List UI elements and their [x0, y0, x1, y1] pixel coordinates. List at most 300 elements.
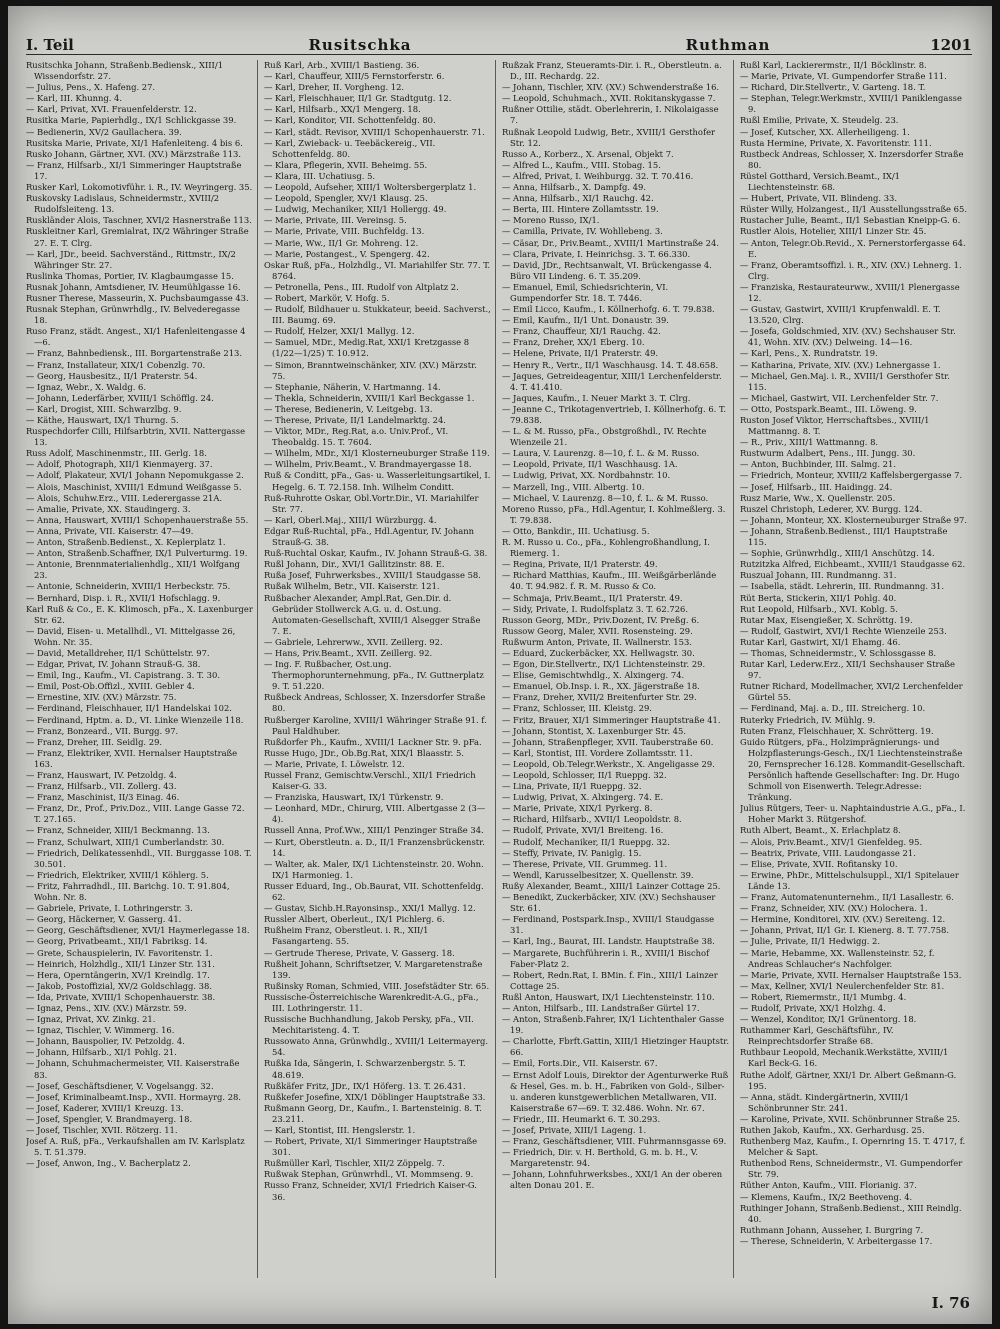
directory-entry: — Edgar, Privat, IV. Johann Strauß-G. 38. [26, 659, 201, 670]
directory-entry: — Ing. F. Rußbacher, Ost.ung. Thermophorunternehmung, pFa., IV. Guttnerplatz 9. T. 51.220. [264, 659, 484, 692]
directory-entry: — Max, Kellner, XVI/1 Neulerchenfelder Str. 81. [740, 980, 945, 991]
directory-entry: Rußy Alexander, Beamt., XIII/1 Lainzer Cottage 25. [502, 880, 721, 891]
directory-column-4 [740, 60, 972, 1278]
directory-entry: R. M. Russo u. Co., pFa., Kohlengroßhandlung, I. Riemerg. 1. [502, 537, 710, 559]
directory-entry: — Michael, Gastwirt, VII. Lerchenfelder Str. 7. [740, 392, 939, 403]
directory-entry: Ruszual Johann, III. Rundmanng. 31. [740, 570, 897, 581]
directory-entry: — Ferdinand, Fleischhauer, II/1 Handelskai 102. [26, 703, 232, 714]
directory-entry: Rußwurm Anton, Private, II. Wallnerstr. 153. [502, 636, 692, 647]
directory-entry: — Franz, Bahnbediensk., III. Borgartenstraße 213. [26, 348, 243, 359]
directory-entry: Edgar Ruß-Ruchtal, pFa., Hdl.Agentur, IV. Johann Strauß-G. 38. [264, 525, 475, 548]
directory-entry: — Leonhard, MDr., Chirurg, VIII. Albertgasse 2 (3—4). [264, 803, 486, 825]
directory-entry: — Gabriele, Private, I. Lothringerstr. 3. [26, 903, 193, 914]
directory-entry: — Benedikt, Zuckerbäcker, XIV. (XV.) Sechshauser Str. 61. [502, 892, 716, 914]
directory-entry: — Robert, Markör, V. Hofg. 5. [264, 292, 390, 303]
directory-entry: Ruso Franz, städt. Angest., XI/1 Hafenleitengasse 4—6. [26, 326, 246, 348]
directory-entry: Ruthmann Johann, Ausseher, I. Burgring 7. [740, 1224, 924, 1235]
directory-entry: — Franz, Schneider, XIII/1 Beckmanng. 13. [26, 825, 210, 836]
directory-entry: Ruthe Adolf, Gärtner, XXI/1 Dr. Albert Geßmann-G. 195. [740, 1069, 957, 1091]
directory-entry: Karl Ruß & Co., E. K. Klimosch, pFa., X. Laxenburger Str. 62. [26, 603, 253, 625]
directory-entry: — Stephanie, Näherin, V. Hartmanng. 14. [264, 381, 441, 392]
directory-entry: — Rudolf, Mechaniker, II/1 Rueppg. 32. [502, 836, 670, 847]
directory-entry: — Karl, Stontist, III. Vordere Zollamtsstr. 11. [502, 747, 693, 758]
directory-entry: — Klemens, Kaufm., IX/2 Beethoveng. 4. [740, 1191, 913, 1202]
directory-entry: — Franz, Elektriker, XVII. Hernalser Hauptstraße 163. [26, 747, 238, 769]
directory-entry: — Clara, Private, I. Heinrichsg. 3. T. 66.330. [502, 248, 691, 259]
directory-entry: — Karl, Oberl.Maj., XIII/1 Würzburgg. 4. [264, 514, 437, 525]
directory-entry: Rußkefer Josefine, XIX/1 Döblinger Hauptstraße 33. [264, 1091, 486, 1102]
directory-entry: — Johann, Tischler, XIV. (XV.) Schwenderstraße 16. [502, 82, 720, 93]
directory-entry: — Karl, städt. Revisor, XVIII/1 Schopenhauerstr. 71. [264, 126, 485, 137]
directory-entry: — Marie, Private, VIII. Buchfeldg. 13. [264, 226, 425, 237]
directory-entry: — Marie, Private, III. Vereinsg. 5. [264, 215, 407, 226]
directory-entry: — Anna, Hilfsarb., X. Dampfg. 49. [502, 182, 646, 193]
directory-entry: — Charlotte, Fbrft.Gattin, XIII/1 Hietzinger Hauptstr. 66. [502, 1036, 729, 1058]
directory-entry: Rußberger Karoline, XVIII/1 Währinger Straße 91. f. Paul Haldhuber. [264, 714, 487, 736]
directory-entry: Rutar Karl, Lederw.Erz., XII/1 Sechshauser Straße 97. [740, 659, 955, 681]
directory-entry: — Gabriele, Lehrerww., XVII. Zeillerg. 92. [264, 636, 443, 647]
directory-entry: — Leopold, Private, II/1 Waschhausg. 1A. [502, 459, 678, 470]
directory-entry: — Laura, V. Laurenzg. 8—10, f. L. & M. Russo. [502, 448, 700, 459]
directory-entry: — Wenzel, Konditor, IX/1 Grünentorg. 18. [740, 1014, 917, 1025]
directory-entry: — Josef, Hilfsarb., III. Haidingg. 24. [740, 481, 893, 492]
directory-entry: Ruskovsky Ladislaus, Schneidermstr., XVIII/2 Rudolfsleiteng. 13. [26, 193, 220, 215]
directory-entry: Ruten Franz, Fleischhauer, X. Schrötterg. 19. [740, 725, 934, 736]
directory-entry: — Josefa, Goldschmied, XIV. (XV.) Sechshauser Str. 41, Wohn. XIV. (XV.) Delweing. 14—16. [740, 326, 956, 348]
directory-entry: — Anton, Straßenb.Fahrer, IX/1 Lichtenthaler Gasse 19. [502, 1014, 725, 1036]
directory-entry: Russell Anna, Prof.Ww., XIII/1 Penzinger Straße 34. [264, 825, 484, 836]
directory-entry: Rüstel Gotthard, Versich.Beamt., IX/1 Liechtensteinstr. 68. [740, 170, 900, 193]
directory-entry: — Johann, Privat, II/1 Gr. I. Kienerg. 8. T. 77.758. [740, 925, 950, 936]
directory-entry: — Johann, Hilfsarb., XI/1 Pohlg. 21. [26, 1047, 177, 1058]
directory-entry: — Gustav, Gastwirt, XVIII/1 Krupfenwaldl. E. T. 13.520, Clrg. [740, 304, 941, 326]
directory-entry: Rußinsky Roman, Schmied, VIII. Josefstädter Str. 65. [264, 980, 490, 991]
directory-entry: — Franz, Dreher, XX/1 Eberg. 10. [502, 337, 645, 348]
directory-entry: — Ludwig, Mechaniker, XII/1 Hollergg. 49. [264, 204, 447, 215]
directory-entry: — Johann, Bauspolier, IV. Petzoldg. 4. [26, 1036, 185, 1047]
directory-entry: — Anna, Hilfsarb., XI/1 Rauchg. 42. [502, 193, 654, 204]
directory-entry: — Michael, Gen.Maj. i. R., XVIII/1 Gersthofer Str. 115. [740, 370, 950, 392]
directory-entry: Rusitschka Johann, Straßenb.Bediensk., XIII/1 Wissendorfstr. 27. [26, 60, 224, 82]
directory-entry: — Adolf, Plakateur, XVI/1 Johann Nepomukgasse 2. [26, 470, 244, 481]
directory-entry: — Wendl, Karusselbesitzer, X. Quellenstr. 39. [502, 869, 694, 880]
directory-entry: — Lina, Private, II/1 Rueppg. 32. [502, 781, 642, 792]
directory-entry: — Franz, Oberamtsoffizl. i. R., XIV. (XV.) Lehnerg. 1. Clrg. [740, 259, 962, 281]
directory-entry: Rußka Ida, Sängerin, I. Schwarzenbergstr. 5. T. 48.619. [264, 1058, 466, 1080]
directory-entry: — Kurt, Oberstleutn. a. D., II/1 Franzensbrückenstr. 14. [264, 836, 485, 858]
directory-entry: — Grete, Schauspielerin, IV. Favoritenstr. 1. [26, 947, 213, 958]
directory-entry: — Ignaz, Tischler, V. Wimmerg. 16. [26, 1025, 175, 1036]
directory-entry: — Robert, Riemermstr., II/1 Mumbg. 4. [740, 991, 907, 1002]
directory-entry: — Friedrich, Dir. v. H. Berthold, G. m. b. H., V. Margaretenstr. 94. [502, 1147, 698, 1169]
directory-entry: — Josef, Anwon, Ing., V. Bacherplatz 2. [26, 1158, 191, 1169]
directory-entry: — Therese, Private, VII. Grummeg. 11. [502, 858, 668, 869]
directory-entry: Rusitka Marie, Papierhdlg., IX/1 Schlickgasse 39. [26, 115, 237, 126]
directory-entry: Rusnak Stephan, Grünwrhdlg., IV. Belvederegasse 18. [26, 304, 240, 326]
directory-entry: Russel Franz, Gemischtw.Verschl., XII/1 Friedrich Kaiser-G. 33. [264, 770, 476, 792]
directory-entry: — Jaques, Kaufm., I. Neuer Markt 3. T. Clrg. [502, 392, 691, 403]
directory-entry: — Katharina, Private, XIV. (XV.) Lehnergasse 1. [740, 359, 941, 370]
directory-entry: Ruthammer Karl, Geschäftsführ., IV. Reinprechtsdorfer Straße 68. [740, 1025, 894, 1047]
directory-entry: Ruthenberg Maz, Kaufm., I. Opernring 15. T. 4717, f. Melcher & Sapt. [740, 1136, 966, 1158]
directory-entry: — Emanuel, Ob.Insp. i. R., XX. Jägerstraße 18. [502, 681, 700, 692]
directory-entry: — Julie, Private, II/1 Hedwigg. 2. [740, 936, 881, 947]
directory-entry: — Robert, Private, XI/1 Simmeringer Hauptstraße 301. [264, 1136, 478, 1158]
directory-entry: — Adolf, Photograph, XII/1 Kienmayerg. 37. [26, 459, 213, 470]
directory-entry: — Helene, Private, II/1 Praterstr. 49. [502, 348, 659, 359]
directory-entry: — Therese, Bedienerin, V. Leitgebg. 13. [264, 403, 433, 414]
directory-entry: Oskar Ruß, pFa., Holzhdlg., VI. Mariahilfer Str. 77. T. 8764. [264, 259, 491, 281]
directory-entry: Russow Georg, Maler, XVII. Rosensteing. 29. [502, 625, 693, 636]
directory-columns [26, 60, 972, 1278]
directory-entry: Russe Hugo, JDr., Ob.Bg.Rat, XIX/1 Blaasstr. 5. [264, 747, 464, 758]
directory-entry: — Josef, Kaderer, XVIII/1 Kreuzg. 13. [26, 1102, 184, 1113]
directory-entry: — Jaques, Getreideagentur, XIII/1 Lerchenfelderstr. 4. T. 41.410. [502, 370, 722, 392]
directory-entry: — Alfred L., Kaufm., VIII. Stobag. 15. [502, 159, 661, 170]
directory-entry: Rußa Josef, Fuhrwerksbes., XVIII/1 Staudgasse 58. [264, 570, 481, 581]
directory-entry: — Anton, Buchbinder, III. Salmg. 21. [740, 459, 896, 470]
directory-entry: — Friedr., III. Heumarkt 6. T. 30.293. [502, 1113, 661, 1124]
directory-entry: — Cäsar, Dr., Priv.Beamt., XVIII/1 Martinstraße 24. [502, 237, 719, 248]
directory-entry: — Hera, Operntängerin, XV/1 Kreindlg. 17. [26, 969, 210, 980]
directory-entry: — Ignaz, Pens., XIV. (XV.) Märzstr. 59. [26, 1002, 187, 1013]
directory-entry: — Franz, Installateur, XIX/1 Cobenzlg. 70. [26, 359, 206, 370]
directory-entry: — Ida, Private, XVIII/1 Schopenhauerstr. 38. [26, 991, 216, 1002]
directory-entry: — Johann, Stontist, X. Laxenburger Str. 45. [502, 725, 686, 736]
directory-entry: — Karl, Dreher, II. Vorgheng. 12. [264, 82, 405, 93]
directory-entry: — Marie, Hebamme, XX. Wallensteinstr. 52, f. Andreas Schlaucher's Nachfolger. [740, 947, 935, 969]
directory-entry: — Emil, Kaufm., II/1 Unt. Donaustr. 39. [502, 315, 669, 326]
directory-entry: — Moreno Russo, IX/1. [502, 215, 600, 226]
directory-entry: — Thomas, Schneidermstr., V. Schlossgasse 8. [740, 647, 937, 658]
directory-entry: — Franz, Schulwart, XIII/1 Cumberlandstr. 30. [26, 836, 225, 847]
directory-entry: — Friedrich, Elektriker, XVIII/1 Köhlerg. 5. [26, 869, 209, 880]
directory-entry: Rüster Willy, Holzangest., II/1 Ausstellungsstraße 65. [740, 204, 967, 215]
directory-entry: Rußbeck Andreas, Schlosser, X. Inzersdorfer Straße 80. [264, 692, 486, 714]
directory-entry: — Josef, Tischler, XVII. Rötzerg. 11. [26, 1125, 178, 1135]
directory-entry: Rusz Marie, Ww., X. Quellenstr. 205. [740, 492, 896, 503]
directory-entry: — Franz, Automatenunternehm., II/1 Lasallestr. 6. [740, 892, 954, 903]
directory-entry: Ruß & Conditt, pFa., Gas- u. Wasserleitungsartikel, I. Hegelg. 6. T. 72.158. Inh. Wilhelm Conditt. [264, 470, 491, 492]
directory-entry: — Elise, Gemischtwhdlg., X. Alxingerg. 74. [502, 670, 685, 681]
directory-entry: — Elise, Private, XVII. Rofitansky 10. [740, 858, 898, 869]
directory-page [8, 6, 992, 1324]
directory-entry: Rußheim Franz, Oberstleut. i. R., XII/1 Fasangarteng. 55. [264, 925, 429, 947]
directory-entry: Ruth Albert, Beamt., X. Erlachplatz 8. [740, 825, 901, 836]
directory-entry: Julius Rütgers, Teer- u. Naphtaindustrie A.G., pFa., I. Hoher Markt 3. Rütgershof. [740, 803, 966, 825]
directory-entry: — Georg, Geschäftsdiener, XVI/1 Haymerlegasse 18. [26, 925, 250, 936]
directory-entry: — Klara, Pflegerin, XVII. Beheimg. 55. [264, 159, 428, 170]
directory-entry: Rußl Johann, Dir., XVI/1 Gallitzinstr. 88. E. [264, 559, 445, 570]
directory-entry: — Michael, V. Laurenzg. 8—10, f. L. & M. Russo. [502, 492, 709, 503]
directory-entry: Ruthbaur Leopold, Mechanik.Werkstätte, XVIII/1 Karl Beck-G. 16. [740, 1047, 949, 1069]
directory-entry: Rußl Emilie, Private, X. Steudelg. 23. [740, 115, 899, 126]
directory-entry: — Heinrich, Holzhdlg., XII/1 Linzer Str. 131. [26, 958, 215, 969]
directory-entry: — Karl, Fleischhauer, II/1 Gr. Stadtgutg. 12. [264, 93, 452, 104]
directory-entry: Russon Georg, MDr., Priv.Dozent, IV. Preßg. 6. [502, 614, 700, 625]
directory-entry: — Therese, Private, II/1 Landelmarktg. 24. [264, 415, 446, 425]
directory-entry: — Ernestine, XIV. (XV.) Märzstr. 75. [26, 692, 177, 703]
directory-entry: — Käthe, Hauswart, IX/1 Thurng. 5. [26, 415, 179, 425]
directory-entry: — Henry R., Vertr., II/1 Waschhausg. 14. T. 48.658. [502, 359, 719, 370]
directory-entry: — Josef, Geschäftsdiener, V. Vogelsangg. 32. [26, 1080, 214, 1091]
directory-entry: — David, Eisen- u. Metallhdl., VI. Mittelgasse 26, Wohn. Nr. 35. [26, 625, 236, 647]
directory-entry: — Sidy, Private, I. Rudolfsplatz 3. T. 62.726. [502, 603, 689, 614]
directory-entry: — Karl, Drogist, XIII. Schwarzlbg. 9. [26, 403, 182, 414]
directory-entry: Rüt Berta, Stickerin, XII/1 Pohlg. 40. [740, 592, 897, 603]
directory-entry: — Antonie, Brennmaterialienhdlg., XII/1 Wolfgang 23. [26, 559, 240, 581]
directory-entry: — L. & M. Russo, pFa., Obstgroßhdl., IV. Rechte Wienzeile 21. [502, 426, 707, 448]
directory-entry: Rustwurm Adalbert, Pens., III. Jungg. 30. [740, 448, 916, 459]
directory-entry: Russler Albert, Oberleut., IX/1 Pichlerg. 6. [264, 914, 445, 925]
directory-entry: — Karl, III. Khunng. 4. [26, 93, 123, 104]
directory-entry: — Marzell, Ing., VIII. Albertg. 10. [502, 481, 645, 492]
directory-entry: Rusner Therese, Masseurin, X. Puchsbaumgasse 43. [26, 292, 249, 303]
directory-entry: — Wilhelm, MDr., XI/1 Klosterneuburger Straße 119. [264, 448, 490, 459]
directory-entry: Rußak Wilhelm, Betr., VII. Kaiserstr. 121. [264, 581, 440, 592]
directory-entry: — Antonie, Schneiderin, XVIII/1 Herbeckstr. 75. [26, 581, 231, 592]
directory-entry: — Anton, Straßenb.Bedienst., X. Keplerplatz 1. [26, 537, 226, 548]
directory-entry: — Camilla, Private, IV. Wohllebeng. 3. [502, 226, 663, 237]
directory-entry: — Karoline, Private, XVII. Schönbrunner Straße 25. [740, 1113, 961, 1124]
directory-entry: Rußheit Johann, Schriftsetzer, V. Margaretenstraße 139. [264, 958, 483, 980]
directory-entry: — Georg, Hausbesitz., II/1 Praterstr. 54. [26, 370, 198, 381]
directory-entry: — Ferdinand, Maj. a. D., III. Streicherg. 10. [740, 703, 926, 714]
directory-entry: — Johann, Straßenpfleger, XVII. Tauberstraße 60. [502, 736, 714, 747]
directory-entry: — Franz, Hauswart, IV. Petzoldg. 4. [26, 770, 177, 780]
directory-entry: — Georg, Privatbeamt., XII/1 Fabriksg. 14. [26, 936, 208, 947]
directory-entry: — Petronella, Pens., III. Rudolf von Altplatz 2. [264, 281, 459, 292]
directory-entry: — Franz, Dreher, XVII/2 Breitenfurter Str. 29. [502, 692, 697, 703]
directory-entry: — Karl, Ing., Baurat, III. Landstr. Hauptstraße 38. [502, 936, 715, 947]
directory-entry: — Ferdinand, Postspark.Insp., XVIII/1 Staudgasse 31. [502, 914, 715, 936]
directory-entry: Rutner Richard, Modellmacher, XVI/2 Lerchenfelder Gürtel 55. [740, 681, 963, 703]
directory-entry: — Friedrich, Monteur, XVIII/2 Kaffelsbergergasse 7. [740, 470, 963, 481]
directory-entry: — Leopold, Aufseher, XIII/1 Woltersbergerplatz 1. [264, 182, 477, 193]
directory-column-1 [26, 60, 258, 1278]
directory-entry: — Franz, Geschäftsdiener, VIII. Fuhrmannsgasse 69. [502, 1136, 727, 1147]
directory-entry: — Stephan, Telegr.Werkmstr., XVIII/1 Paniklengasse 9. [740, 93, 962, 115]
directory-entry: Rußkäfer Fritz, JDr., IX/1 Höferg. 13. T. 26.431. [264, 1080, 466, 1091]
directory-entry: Ruslinka Thomas, Portier, IV. Klagbaumgasse 15. [26, 270, 234, 281]
directory-entry: — Bedienerin, XV/2 Gaullachera. 39. [26, 126, 182, 137]
directory-entry: — Georg, Häckerner, V. Gasserg. 41. [26, 914, 182, 925]
directory-entry: Ruthen Jakob, Kaufm., XX. Gerhardusg. 25. [740, 1125, 925, 1135]
directory-entry: Rustler Alois, Hotelier, XIII/1 Linzer Str. 45. [740, 226, 927, 237]
directory-entry: Rut Leopold, Hilfsarb., XVI. Koblg. 5. [740, 603, 898, 614]
directory-entry: — Karl, Pens., X. Rundratstr. 19. [740, 348, 878, 359]
directory-entry: Rußmann Georg, Dr., Kaufm., I. Bartensteinig. 8. T. 23.211. [264, 1102, 482, 1124]
directory-entry: — Leopold, Schuhmach., XVII. Rokitanskygasse 7. [502, 93, 716, 104]
directory-entry: — Klara, III. Uchatiusg. 5. [264, 170, 376, 181]
directory-entry: Ruszel Christoph, Lederer, XV. Burgg. 124. [740, 503, 923, 514]
directory-entry: — Gustav, Sichb.H.Rayonsinsp., XXI/1 Mallyg. 12. [264, 903, 476, 914]
directory-entry: — Rudolf, Helzer, XXI/1 Mallyg. 12. [264, 326, 415, 337]
directory-entry: — Karl, Konditor, VII. Schottenfeldg. 80. [264, 115, 436, 126]
directory-entry: — Marie, Ww., II/1 Gr. Mohreng. 12. [264, 237, 419, 248]
directory-entry: — Leopold, Schlosser, II/1 Rueppg. 32. [502, 770, 667, 780]
directory-entry: — Jakob, Postoffizial, XV/2 Goldschlagg. 38. [26, 980, 212, 991]
directory-entry: — Egon, Dir.Stellvertr., IX/1 Lichtensteinstr. 29. [502, 659, 706, 670]
directory-entry: Rusnak Johann, Amtsdiener, IV. Heumühlgasse 16. [26, 281, 241, 292]
directory-entry: Ruthenbod Rens, Schneidermstr., VI. Gumpendorfer Str. 79. [740, 1158, 963, 1180]
directory-entry: — Franz, Chauffeur, XI/1 Rauchg. 42. [502, 326, 661, 337]
directory-entry: — Johann, Lederfärber, XVIII/1 Schöfflg. 24. [26, 392, 214, 403]
directory-entry: — Rudolf, Gastwirt, XVI/1 Rechte Wienzeile 253. [740, 625, 947, 636]
directory-entry: — Franz, Schlosser, III. Kleistg. 29. [502, 703, 652, 714]
directory-entry: Russowato Anna, Grünwhdlg., XVIII/1 Leitermayerg. 54. [264, 1036, 489, 1058]
directory-entry: Rusker Karl, Lokomotivführ. i. R., IV. Weyringerg. 35. [26, 182, 253, 193]
directory-entry: Ruterky Friedrich, IV. Mühlg. 9. [740, 714, 876, 725]
directory-entry: Ruskleitner Karl, Gremialrat, IX/2 Währinger Straße 27. E. T. Clrg. [26, 226, 249, 248]
directory-entry: — Wilhelm, Priv.Beamt., V. Brandmayergasse 18. [264, 459, 472, 470]
directory-entry: — Beatrix, Private, VIII. Laudongasse 21. [740, 847, 916, 858]
directory-entry: — Alois, Priv.Beamt., XIV/1 Gienfeldeg. 95. [740, 836, 923, 847]
directory-entry: — Simon, Branntweinschänker, XIV. (XV.) Märzstr. 75. [264, 359, 477, 381]
directory-entry: — Emil, Ing., Kaufm., VI. Capistrang. 3. T. 30. [26, 670, 221, 681]
directory-entry: — Josef, Spengler, V. Brandmayerg. 18. [26, 1113, 193, 1124]
directory-entry: — Josef, Kriminalbeamt.Insp., XVII. Hormayrg. 28. [26, 1091, 242, 1102]
directory-entry: — Walter, ak. Maler, IX/1 Lichtensteinstr. 20. Wohn. IX/1 Harmonieg. 1. [264, 858, 484, 880]
directory-entry: — Johann, Straßenb.Bedienst., III/1 Hauptstraße 115. [740, 525, 948, 548]
directory-entry: Rutar Karl, Gastwirt, XI/1 Ehamg. 46. [740, 636, 901, 647]
directory-entry: Josef A. Ruß, pFa., Verkaufshallen am IV. Karlsplatz 5. T. 51.379. [26, 1136, 245, 1158]
directory-entry: Rutzitzka Alfred, Eichbeamt., XVIII/1 Staudgasse 62. [740, 559, 966, 570]
directory-entry: Rutar Max, Eisengießer, X. Schröttg. 19. [740, 614, 913, 625]
directory-entry: — Karl, Stontist, III. Hengslerstr. 1. [264, 1125, 416, 1135]
directory-entry: — Anton, Straßenb.Schaffner, IX/1 Pulverturmg. 19. [26, 548, 248, 559]
directory-entry: — Julius, Pens., X. Hafeng. 27. [26, 82, 156, 93]
directory-entry: — Anna, Private, VII. Kaiserstr. 47—49. [26, 525, 194, 536]
directory-entry: — Rudolf, Private, XX/1 Holzhg. 4. [740, 1002, 886, 1013]
directory-entry: — Ernst Adolf Louis, Direktor der Agenturwerke Ruß & Hesel, Ges. m. b. H., Fabriken von Gold-, Silber- u. anderen kunstgewerblichen Metallwaren, VII. Kaiserstraße 67—69. T. 32.486. Wohn. Nr. 67. [502, 1069, 729, 1113]
directory-entry: Rußbacher Alexander, Ampl.Rat, Gen.Dir. d. Gebrüder Stollwerck A.G. u. d. Ost.ung. Automaten-Gesellschaft, XVIII/1 Alsegger Straße 7. E. [264, 592, 481, 636]
directory-entry: — Bernhard, Disp. i. R., XVII/1 Hofschlagg. 9. [26, 592, 221, 603]
directory-entry: — Marie, Private, I. Löwelstr. 12. [264, 758, 405, 769]
last-entry-headword: Ruthman [685, 36, 771, 54]
directory-entry: — Richard, Dir.Stellvertr., V. Garteng. 18. T. [740, 82, 926, 93]
directory-entry: — Karl, JDr., beeid. Sachverständ., Rittmstr., IX/2 Währinger Str. 27. [26, 248, 236, 270]
directory-entry: — Fritz, Fahrradhdl., III. Barichg. 10. T. 91.804, Wohn. Nr. 8. [26, 880, 230, 903]
directory-entry: Ruthinger Johann, Straßenb.Bedienst., XIII Reindlg. 40. [740, 1202, 962, 1224]
directory-entry: — Emil Licco, Kaufm., I. Köllnerhofg. 6. T. 79.838. [502, 304, 715, 315]
directory-entry: — Anna, Hauswart, XVIII/1 Schopenhauerstraße 55. [26, 514, 249, 525]
directory-entry: — Johann, Lohnfuhrwerksbes., XXI/1 An der oberen alten Donau 201. E. [502, 1169, 723, 1191]
directory-entry: — Samuel, MDr., Medig.Rat, XXI/1 Kretzgasse 8 (1/22—1/25) T. 10.912. [264, 337, 470, 359]
directory-entry: Russ Adolf, Maschinenmstr., III. Gerlg. 18. [26, 448, 207, 459]
directory-entry: — Alois, Maschinist, XVIII/1 Edmund Weißgasse 5. [26, 481, 242, 492]
directory-entry: — Regina, Private, II/1 Praterstr. 49. [502, 559, 658, 570]
directory-entry: — Ignaz, Privat, XV. Zinkg. 21. [26, 1014, 156, 1025]
directory-column-3 [502, 60, 734, 1278]
directory-entry: — Karl, Zwieback- u. Teebäckereig., VII. Schottenfeldg. 80. [264, 137, 436, 159]
directory-entry: — Franz, Hilfsarb., XI/1 Simmeringer Hauptstraße 17. [26, 159, 242, 181]
directory-entry: — Emanuel, Emil, Schiedsrichterin, VI. Gumpendorfer Str. 18. T. 7446. [502, 281, 669, 303]
directory-entry: Ruß-Ruchtal Oskar, Kaufm., IV. Johann Strauß-G. 38. [264, 548, 488, 559]
directory-entry: — Marie, Private, VI. Gumpendorfer Straße 111. [740, 71, 947, 82]
directory-entry: Ruston Josef Viktor, Herrschaftsbes., XVIII/1 Mattmanng. 8. T. [740, 415, 930, 437]
directory-entry: Ruskländer Alois, Taschner, XVI/2 Hasnerstraße 113. [26, 215, 252, 226]
directory-entry: — Schmaja, Priv.Beamt., II/1 Praterstr. 49. [502, 592, 683, 603]
part-label: I. Teil [26, 36, 74, 54]
directory-entry: — Franz, Dreher, III. Seidlg. 29. [26, 736, 163, 747]
directory-entry: — Margarete, Buchführerin i. R., XVIII/1 Bischof Faber-Platz 2. [502, 947, 710, 969]
directory-entry: Russische Buchhandlung, Jakob Persky, pFa., VII. Mechitaristeng. 4. T. [264, 1014, 474, 1036]
directory-entry: — Berta, III. Hintere Zollamtsstr. 19. [502, 204, 659, 215]
directory-entry: Moreno Russo, pFa., Hdl.Agentur, I. Kohlmeßlerg. 3. T. 79.838. [502, 503, 726, 525]
directory-entry: — Franz, Hilfsarb., VII. Zollerg. 43. [26, 781, 177, 792]
sheet-signature: I. 76 [931, 1294, 970, 1312]
directory-entry: — Rudolf, Bildhauer u. Stukkateur, beeid. Sachverst., III. Baumg. 69. [264, 304, 491, 326]
directory-entry: — Otto, Bankdir., III. Uchatiusg. 5. [502, 525, 650, 536]
directory-entry: Ruß Karl, Arb., XVIII/1 Bastieng. 36. [264, 60, 420, 70]
directory-entry: — Ignaz, Webr., X. Waldg. 6. [26, 381, 147, 392]
directory-entry: — Eduard, Zuckerbäcker, XX. Hellwagstr. 30. [502, 647, 695, 658]
directory-entry: — Hubert, Private, VII. Blindeng. 33. [740, 193, 898, 204]
directory-entry: Rußl Anton, Hauswart, IX/1 Liechtensteinstr. 110. [502, 991, 715, 1002]
directory-entry: — Franz, Dr., Prof., Priv.Doz., VIII. Lange Gasse 72. T. 27.165. [26, 803, 245, 825]
directory-entry: — David, Metalldreher, II/1 Schüttelstr. 97. [26, 647, 210, 658]
directory-entry: — Johann, Monteur, XX. Klosterneuburger Straße 97. [740, 514, 968, 525]
directory-entry: — Viktor, MDr., Reg.Rat, a.o. Univ.Prof., VI. Theobaldg. 15. T. 7604. [264, 426, 449, 448]
directory-entry: — Leopold, Spengler, XV/1 Klausg. 25. [264, 193, 428, 204]
directory-entry: Rustacher Julie, Beamt., II/1 Sebastian Kneipp-G. 6. [740, 215, 961, 226]
directory-entry: — Anton, Telegr.Ob.Revid., X. Pernerstorfergasse 64. E. [740, 237, 966, 259]
directory-entry: — Franz, Maschinist, II/3 Einag. 46. [26, 792, 180, 803]
directory-entry: Rusitska Marie, Private, XI/1 Hafenleiteng. 4 bis 6. [26, 137, 243, 148]
directory-entry: — Franziska, Restaurateurww., XVIII/1 Plenergasse 12. [740, 281, 960, 303]
directory-entry: — Marie, Private, XIX/1 Pyrkerg. 8. [502, 803, 653, 814]
directory-entry: — Amalie, Private, XX. Staudingerg. 3. [26, 503, 191, 514]
directory-entry: — Alfred, Privat, I. Weihburgg. 32. T. 70.416. [502, 170, 694, 181]
directory-entry: — Ludwig, Privat, X. Alxingerg. 74. E. [502, 792, 664, 803]
directory-entry: — Anton, Hilfsarb., III. Landstraßer Gürtel 17. [502, 1002, 700, 1013]
directory-entry: Rußdorfer Ph., Kaufm., XVIII/1 Lackner Str. 9. pFa. [264, 736, 482, 747]
directory-entry: Russische-Österreichische Warenkredit-A.G., pFa., III. Lothringerstr. 11. [264, 991, 479, 1013]
directory-entry: — Richard, Hilfsarb., XVII/1 Leopoldstr. 8. [502, 814, 682, 825]
directory-entry: — Emil, Forts.Dir., VII. Kaiserstr. 67. [502, 1058, 658, 1069]
directory-entry: — Leopold, Ob.Telegr.Werkstr., X. Angeligasse 29. [502, 758, 715, 769]
directory-entry: — Richard Matthias, Kaufm., III. Weißgärberlände 40. T. 94.982. f. R. M. Russo & Co. [502, 570, 717, 592]
directory-entry: — Josef, Private, XIII/1 Lageng. 1. [502, 1125, 647, 1135]
directory-entry: — Otto, Postspark.Beamt., III. Löweng. 9. [740, 403, 917, 414]
directory-entry: — Alois, Schuhw.Erz., VIII. Lederergasse 21A. [26, 492, 223, 503]
directory-entry: — Johann, Schuhmachermeister, VII. Kaiserstraße 83. [26, 1058, 240, 1080]
directory-entry: — Steffy, Private, IV. Paniglg. 15. [502, 847, 642, 858]
directory-entry: — Thekla, Schneiderin, XVIII/1 Karl Beckgasse 1. [264, 392, 475, 403]
directory-entry: — Franz, Schneider, XIV. (XV.) Holochera. 1. [740, 903, 928, 914]
directory-entry: — Gertrude Therese, Private, V. Gasserg. 18. [264, 947, 455, 958]
directory-entry: — Ferdinand, Hptm. a. D., VI. Linke Wienzeile 118. [26, 714, 244, 725]
directory-entry: — Josef, Kutscher, XX. Allerheiligeng. 1. [740, 126, 910, 137]
directory-entry: — Ludwig, Privat, XX. Nordbahnstr. 10. [502, 470, 671, 481]
page-number: 1201 [930, 36, 972, 54]
directory-entry: — Franz, Bonzeard., VII. Burgg. 97. [26, 725, 179, 736]
directory-entry: — Franziska, Hauswart, IX/1 Türkenstr. 9. [264, 792, 444, 803]
directory-entry: Rußnak Leopold Ludwig, Betr., XVIII/1 Gersthofer Str. 12. [502, 126, 716, 148]
directory-entry: Ruspechdorfer Cilli, Hilfsarbtrin, XVII. Nattergasse 13. [26, 426, 246, 448]
directory-entry: — R., Priv., XIII/1 Wattmanng. 8. [740, 437, 879, 448]
directory-entry: Rußner Ottilie, städt. Oberlehrerin, I. Nikolaigasse 7. [502, 104, 719, 126]
directory-entry: — Marie, Postangest., V. Spengerg. 42. [264, 248, 430, 259]
directory-entry: — Hans, Priv.Beamt., XVII. Zeillerg. 92. [264, 647, 433, 658]
first-entry-headword: Rusitschka [308, 36, 412, 54]
directory-entry: — Anna, städt. Kindergärtnerin, XVIII/1 Schönbrunner Str. 241. [740, 1091, 910, 1113]
directory-entry: — Jeanne C., Trikotagenvertrieb, I. Köllnerhofg. 6. T. 79.838. [502, 403, 726, 425]
directory-entry: Rusta Hermine, Private, X. Favoritenstr. 111. [740, 137, 932, 148]
directory-entry: — Robert, Redn.Rat, I. BMin. f. Fin., XIII/1 Lainzer Cottage 25. [502, 969, 718, 991]
directory-entry: Rüther Anton, Kaufm., VIII. Florianig. 37. [740, 1180, 917, 1191]
